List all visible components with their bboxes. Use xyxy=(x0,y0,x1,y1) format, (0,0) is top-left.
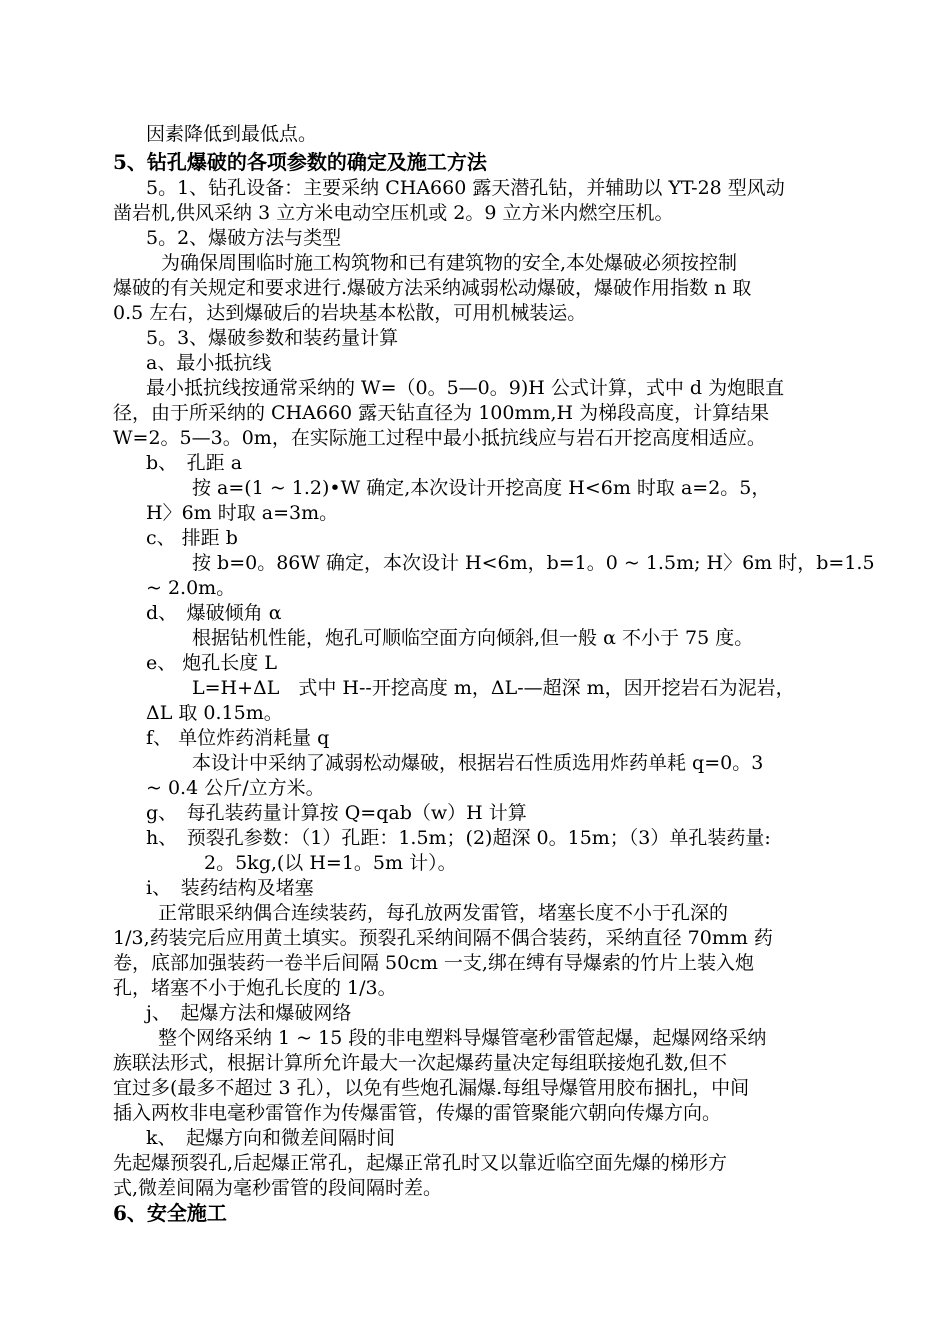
text-line: 因素降低到最低点。 xyxy=(146,123,318,145)
text-line: W=2。5—3。0m，在实际施工过程中最小抵抗线应与岩石开挖高度相适应。 xyxy=(113,427,766,449)
text-line: j、 起爆方法和爆破网络 xyxy=(146,1002,352,1024)
text-line: 0.5 左右，达到爆破后的岩块基本松散，可用机械装运。 xyxy=(113,302,587,324)
text-line: 爆破的有关规定和要求进行.爆破方法采纳减弱松动爆破，爆破作用指数 n 取 xyxy=(113,277,752,299)
text-line: b、 孔距 a xyxy=(146,452,243,474)
text-line: 2。5kg,(以 H=1。5m 计）。 xyxy=(204,852,457,874)
text-line: 按 a=(1 ~ 1.2)•W 确定,本次设计开挖高度 H<6m 时取 a=2。5， xyxy=(192,477,771,499)
text-line: f、 单位炸药消耗量 q xyxy=(146,727,330,749)
text-line: c、 排距 b xyxy=(146,527,238,549)
text-line: h、 预裂孔参数：（1）孔距：1.5m；(2)超深 0。15m；（3）单孔装药量: xyxy=(146,827,771,849)
text-line: 5。1、钻孔设备：主要采纳 CHA660 露天潜孔钻，并辅助以 YT-28 型风动 xyxy=(146,177,785,199)
text-line: 为确保周围临时施工构筑物和已有建筑物的安全,本处爆破必须按控制 xyxy=(161,252,738,274)
text-line: 卷，底部加强装药一卷半后间隔 50cm 一支,绑在缚有导爆索的竹片上装入炮 xyxy=(113,952,754,974)
text-line: 整个网络采纳 1 ~ 15 段的非电塑料导爆管毫秒雷管起爆，起爆网络采纳 xyxy=(158,1027,767,1049)
text-line: H〉6m 时取 a=3m。 xyxy=(146,502,339,524)
text-line: 宜过多(最多不超过 3 孔），以免有些炮孔漏爆.每组导爆管用胶布捆扎，中间 xyxy=(113,1077,750,1099)
text-line: k、 起爆方向和微差间隔时间 xyxy=(146,1127,396,1149)
text-line: 径，由于所采纳的 CHA660 露天钻直径为 100mm,H 为梯段高度，计算结果 xyxy=(113,402,770,424)
text-line: 5。3、爆破参数和装药量计算 xyxy=(146,327,399,349)
text-line: 按 b=0。86W 确定，本次设计 H<6m，b=1。0 ~ 1.5m; H〉6m 时，b=1.5 xyxy=(192,552,875,574)
text-line: 式,微差间隔为毫秒雷管的段间隔时差。 xyxy=(113,1177,443,1199)
text-line: ~ 2.0m。 xyxy=(146,577,236,599)
section-heading: 6、安全施工 xyxy=(113,1201,227,1225)
text-line: L=H+ΔL 式中 H--开挖高度 m，ΔL-—超深 m，因开挖岩石为泥岩， xyxy=(192,677,795,699)
text-line: 根据钻机性能，炮孔可顺临空面方向倾斜,但一般 α 不小于 75 度。 xyxy=(192,627,754,649)
text-line: 孔，堵塞不小于炮孔长度的 1/3。 xyxy=(113,977,397,999)
text-line: 5。2、爆破方法与类型 xyxy=(146,227,342,249)
section-heading: 5、钻孔爆破的各项参数的确定及施工方法 xyxy=(113,150,487,174)
text-line: 本设计中采纳了减弱松动爆破，根据岩石性质选用炸药单耗 q=0。3 xyxy=(192,752,764,774)
text-line: 最小抵抗线按通常采纳的 W=（0。5—0。9)H 公式计算，式中 d 为炮眼直 xyxy=(146,377,785,399)
text-line: g、 每孔装药量计算按 Q=qab（w）H 计算 xyxy=(146,802,527,824)
text-line: a、最小抵抗线 xyxy=(146,352,272,374)
text-line: 插入两枚非电毫秒雷管作为传爆雷管，传爆的雷管聚能穴朝向传爆方向。 xyxy=(113,1102,722,1124)
text-line: i、 装药结构及堵塞 xyxy=(146,877,314,899)
text-line: 先起爆预裂孔,后起爆正常孔，起爆正常孔时又以靠近临空面先爆的梯形方 xyxy=(113,1152,728,1174)
text-line: ~ 0.4 公斤/立方米。 xyxy=(146,777,325,799)
text-line: 正常眼采纳偶合连续装药，每孔放两发雷管，堵塞长度不小于孔深的 xyxy=(158,902,729,924)
text-line: d、 爆破倾角 α xyxy=(146,602,282,624)
text-line: 凿岩机,供风采纳 3 立方米电动空压机或 2。9 立方米内燃空压机。 xyxy=(113,202,674,224)
text-line: e、 炮孔长度 L xyxy=(146,652,277,674)
text-line: 族联法形式，根据计算所允许最大一次起爆药量决定每组联接炮孔数,但不 xyxy=(113,1052,728,1074)
text-line: 1/3,药装完后应用黄土填实。预裂孔采纳间隔不偶合装药，采纳直径 70mm 药 xyxy=(113,927,773,949)
text-line: ΔL 取 0.15m。 xyxy=(146,702,283,724)
